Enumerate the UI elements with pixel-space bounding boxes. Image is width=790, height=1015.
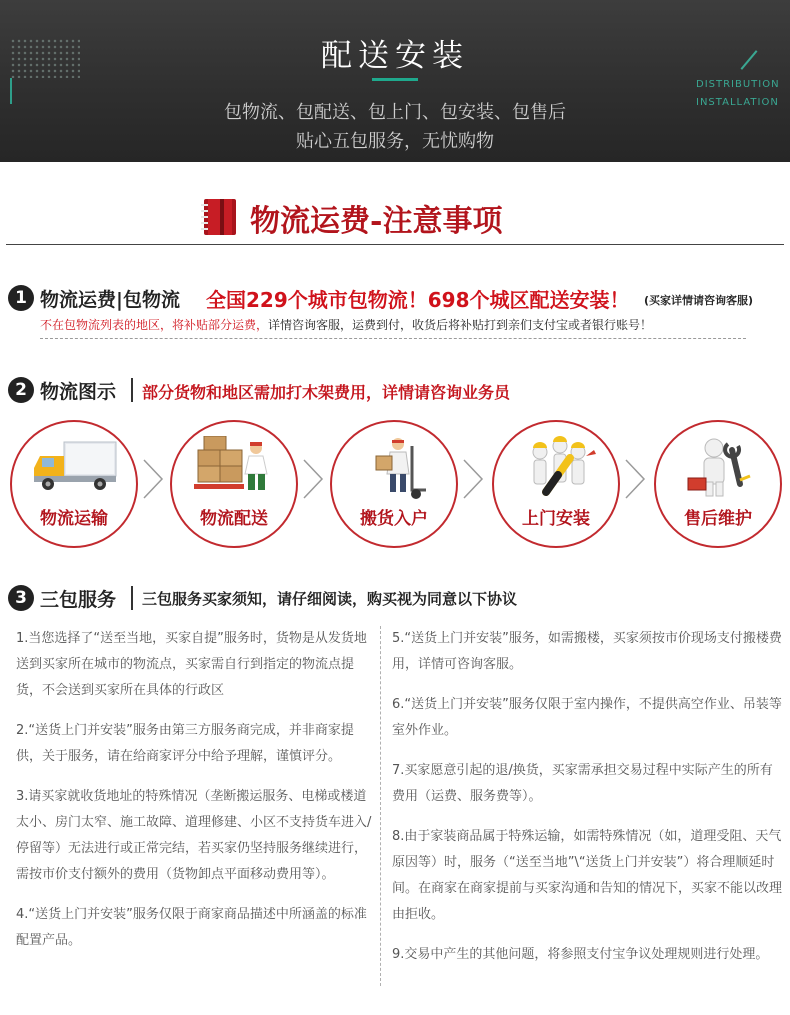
section-2-number: 2 <box>8 377 34 403</box>
section-3-label: 三包服务 <box>40 589 117 611</box>
section-3-number: 3 <box>8 585 34 611</box>
term-item: 4.“送货上门并安装”服务仅限于商家商品描述中所涵盖的标准配置产品。 <box>16 907 367 948</box>
section-1-detail-black: 详情咨询客服，运费到付，收货后将补贴打到亲们支付宝或者银行账号！ <box>268 318 653 332</box>
section-1-detail-red: 不在包物流列表的地区，将补贴部分运费， <box>40 318 269 332</box>
step-logistics-delivery <box>170 420 298 548</box>
term-item: 8.由于家装商品属于特殊运输，如需特殊情况（如，道理受阻、天气原因等）时，服务（“送至当地”\“送货上门并安装”）将合理顺延时间。在商家在商家提前与买家沟通和告知的情况下，买家不能以改理由拒收。 <box>392 829 783 922</box>
step-logistics-transport <box>10 420 138 548</box>
chevron-right-icon <box>624 458 646 500</box>
porter-icon <box>354 436 438 502</box>
section-1-note: (买家详情请咨询客服) <box>644 294 754 307</box>
section-1-number: 1 <box>8 285 34 311</box>
section-2-label: 物流图示 <box>40 381 117 403</box>
term-item: 3.请买家就收货地址的特殊情况（垄断搬运服务、电梯或楼道太小、房门太窄、施工故障、道理修建、小区不支持货车进入/停留等）无法进行或正常完结，若买家仍坚持服务继续进行，需按市价支付额外的费用（货物卸点平面移动费用等）。 <box>16 789 372 882</box>
section-heading <box>0 190 790 240</box>
book-icon <box>198 196 242 238</box>
heading-divider <box>6 244 784 245</box>
section-3-separator <box>131 586 133 610</box>
banner-english-2: INSTALLATION <box>696 97 779 108</box>
term-item: 5.“送货上门并安装”服务，如需搬楼，买家须按市价现场支付搬楼费用，详情可咨询客服。 <box>392 631 782 672</box>
truck-icon <box>34 436 118 502</box>
terms-right-column <box>392 626 784 982</box>
step-label: 上门安装 <box>522 509 590 529</box>
step-label: 物流运输 <box>40 509 108 529</box>
step-label: 搬货入户 <box>360 509 428 529</box>
terms-column-divider <box>380 626 381 986</box>
banner-title-underline <box>372 78 418 81</box>
step-after-sales <box>654 420 782 548</box>
step-home-installation <box>492 420 620 548</box>
terms-left-column <box>16 626 372 968</box>
heading-title: 物流运费-注意事项 <box>250 204 503 239</box>
term-item: 1.当您选择了“送至当地，买家自提”服务时，货物是从发货地送到买家所在城市的物流点，买家需自行到指定的物流点提货，不会送到买家所在具体的行政区 <box>16 631 367 698</box>
section-1-detail <box>40 316 652 333</box>
chevron-right-icon <box>462 458 484 500</box>
step-label: 物流配送 <box>200 509 268 529</box>
banner <box>0 0 790 162</box>
section-1-dashed-divider <box>40 338 746 339</box>
boxes-icon <box>194 436 278 502</box>
workers-tools-icon <box>516 436 600 502</box>
step-label: 售后维护 <box>684 509 752 529</box>
banner-subtitle-2: 贴心五包服务，无忧购物 <box>296 131 494 152</box>
chevron-right-icon <box>302 458 324 500</box>
section-1-highlight: 全国229个城市包物流！698个城区配送安装！ <box>206 288 630 312</box>
section-3-description: 三包服务买家须知，请仔细阅读，购买视为同意以下协议 <box>142 590 518 608</box>
term-item: 7.买家愿意引起的退/换货，买家需承担交易过程中实际产生的所有费用（运费、服务费等）。 <box>392 763 773 804</box>
repair-wrench-icon <box>678 436 762 502</box>
section-1-label: 物流运费|包物流 <box>40 289 180 311</box>
step-move-in <box>330 420 458 548</box>
banner-title: 配送安装 <box>321 38 469 74</box>
term-item: 9.交易中产生的其他问题，将参照支付宝争议处理规则进行处理。 <box>392 947 769 962</box>
section-2-separator <box>131 378 133 402</box>
term-item: 6.“送货上门并安装”服务仅限于室内操作，不提供高空作业、吊装等室外作业。 <box>392 697 782 738</box>
chevron-right-icon <box>142 458 164 500</box>
term-item: 2.“送货上门并安装”服务由第三方服务商完成，并非商家提供，关于服务，请在给商家评分中给予理解，谨慎评分。 <box>16 723 354 764</box>
banner-subtitle-1: 包物流、包配送、包上门、包安装、包售后 <box>224 102 566 123</box>
banner-english-1: DISTRIBUTION <box>696 79 780 90</box>
section-2-note: 部分货物和地区需加打木架费用，详情请咨询业务员 <box>142 383 511 402</box>
